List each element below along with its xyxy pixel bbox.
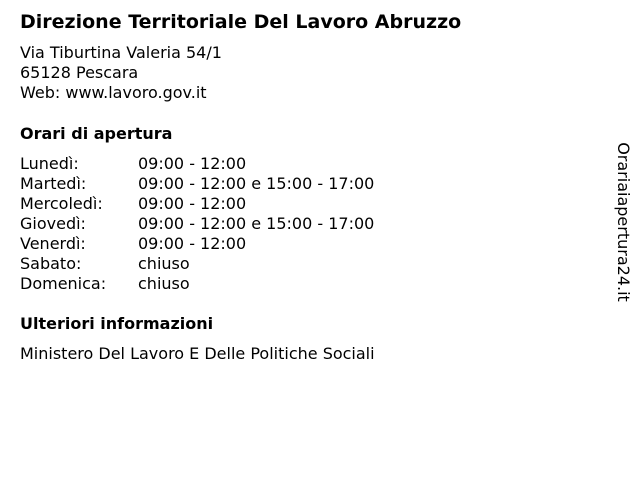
hours-day: Mercoledì: <box>20 194 103 213</box>
address-street: Via Tiburtina Valeria 54/1 <box>20 43 222 62</box>
further-info-heading: Ulteriori informazioni <box>20 314 214 333</box>
hours-day: Domenica: <box>20 274 107 293</box>
site-watermark: Orariaiapertura24.it <box>614 142 633 302</box>
hours-row <box>20 174 374 194</box>
page-title: Direzione Territoriale Del Lavoro Abruzzo <box>20 11 462 33</box>
address-city: 65128 Pescara <box>20 63 139 82</box>
hours-row <box>20 254 374 274</box>
further-info-text: Ministero Del Lavoro E Delle Politiche Sociali <box>20 344 375 363</box>
hours-time: 09:00 - 12:00 <box>138 194 247 213</box>
hours-time: 09:00 - 12:00 <box>138 234 247 253</box>
hours-day: Venerdì: <box>20 234 86 253</box>
hours-row <box>20 214 374 234</box>
hours-time: 09:00 - 12:00 <box>138 154 247 173</box>
opening-hours-table <box>20 154 374 294</box>
hours-row <box>20 194 374 214</box>
hours-day: Sabato: <box>20 254 82 273</box>
hours-time: chiuso <box>138 274 190 293</box>
hours-time: 09:00 - 12:00 e 15:00 - 17:00 <box>138 174 375 193</box>
hours-time: chiuso <box>138 254 190 273</box>
hours-row <box>20 154 374 174</box>
hours-row <box>20 234 374 254</box>
hours-day: Martedì: <box>20 174 87 193</box>
hours-day: Giovedì: <box>20 214 86 233</box>
opening-hours-heading: Orari di apertura <box>20 124 173 143</box>
hours-time: 09:00 - 12:00 e 15:00 - 17:00 <box>138 214 375 233</box>
address-web: Web: www.lavoro.gov.it <box>20 83 207 102</box>
address-block <box>20 43 222 103</box>
hours-day: Lunedì: <box>20 154 79 173</box>
hours-row <box>20 274 374 294</box>
